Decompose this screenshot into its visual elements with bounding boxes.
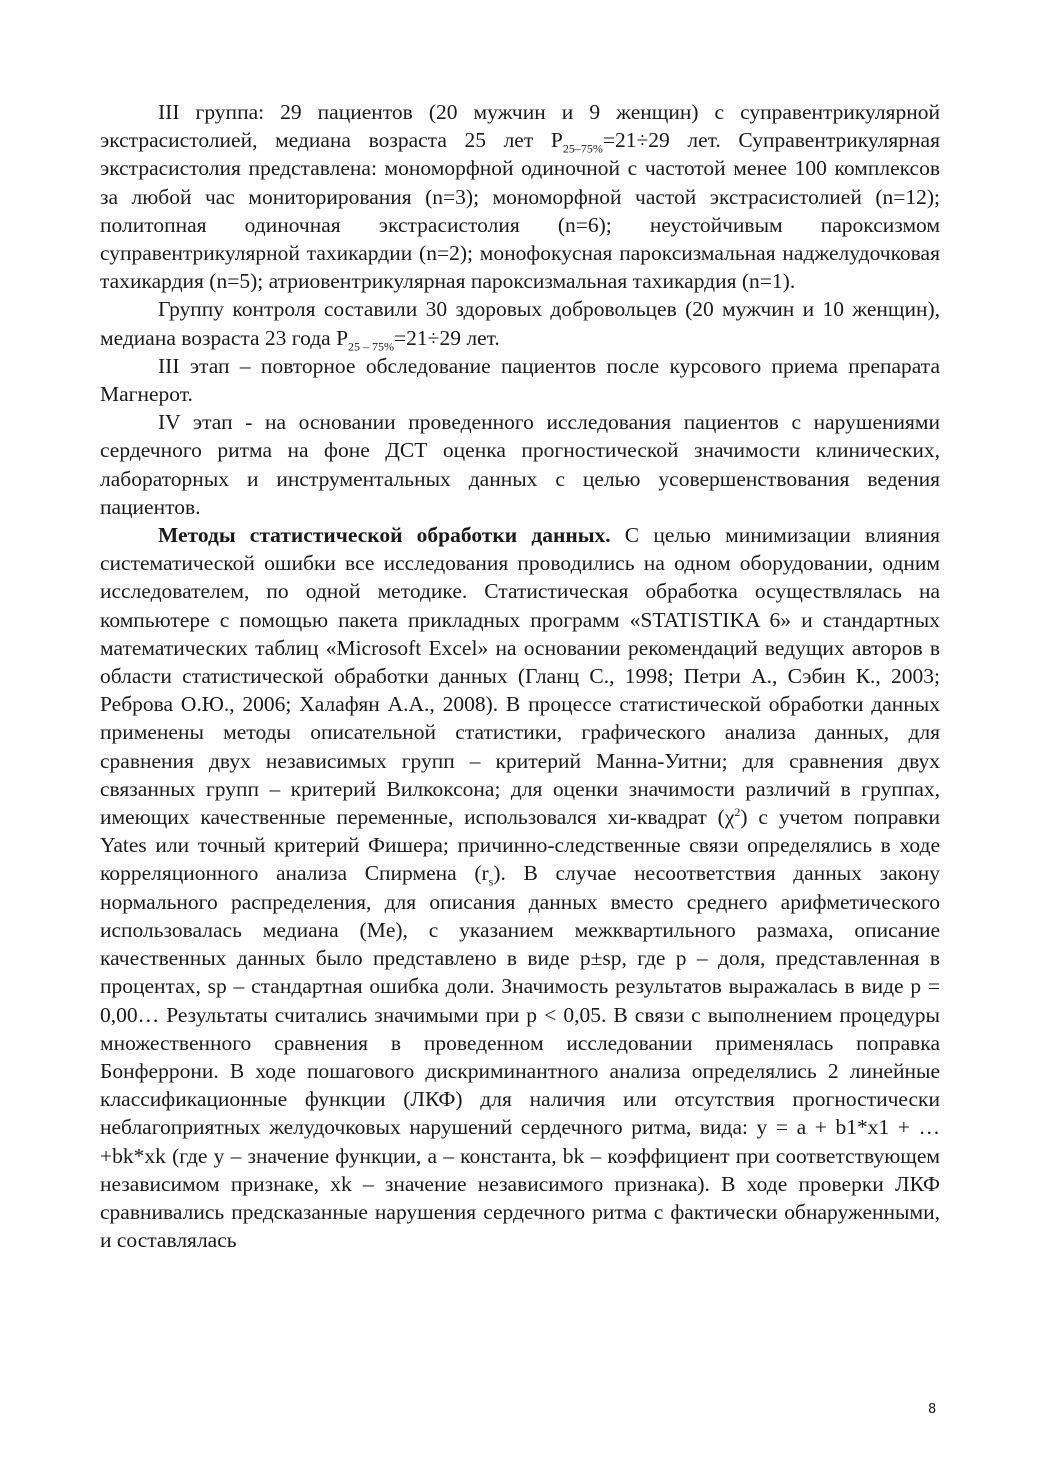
paragraph-group-3 — [100, 98, 940, 295]
text: ). В случае несоответствия данных закону нормального распределения, для описания данных вместо среднего арифметического использовалась медиана (Me), с указанием межквартильного размаха, описание качественных данных было представлено в виде p±sp, где p – доля, представленная в процентах, sp – стандартная ошибка доли. Значимость результатов выражалась в виде p = 0,00… Результаты считались значимыми при p < 0,05. В связи с выполнением процедуры множественного сравнения в проведенном исследовании применялась поправка Бонферрони. В ходе пошагового дискриминантного анализа определялись 2 линейные классификационные функции (ЛКФ) для наличия или отсутствия прогностически неблагоприятных желудочковых нарушений сердечного ритма, вида: y = a + b1*x1 + … +bk*xk (где y – значение функции, a – константа, bk – коэффициент при соответствующем независимом признаке, xk – значение независимого признака). В ходе проверки ЛКФ сравнивались предсказанные нарушения сердечного ритма с фактически обнаруженными, и составлялась — [100, 861, 940, 1253]
paragraph-stage-3: III этап – повторное обследование пациентов после курсового приема препарата Магнерот. — [100, 353, 940, 407]
section-heading: Методы статистической обработки данных. — [158, 523, 611, 548]
paragraph-control-group — [100, 295, 940, 351]
text: III группа: 29 пациентов (20 мужчин и 9 женщин) с суправентрикулярной экстрасистолией, медиана возраста 25 лет P — [100, 100, 940, 153]
document-page — [100, 98, 940, 1254]
page-number: 8 — [928, 1402, 937, 1417]
text: =21÷29 лет. Суправентрикулярная экстрасистолия представлена: мономорфной одиночной с частотой менее 100 комплексов за любой час мониторирования (n=3); мономорфной частой экстрасистолией (n=12); политопная одиночная экстрасистолия (n=6); неустойчивым пароксизмом суправентрикулярной тахикардии (n=2); монофокусная пароксизмальная наджелудочковая тахикардия (n=5); атриовентрикулярная пароксизмальная тахикардия (n=1). — [100, 128, 940, 294]
text: С целью минимизации влияния систематической ошибки все исследования проводились на одном оборудовании, одним исследователем, по одной методике. Статистическая обработка осуществлялась на компьютере с помощью пакета прикладных программ «STATISTIKA 6» и стандартных математических таблиц «Microsoft Excel» на основании рекомендаций ведущих авторов в области статистической обработки данных (Гланц С., 1998; Петри А., Сэбин К., 2003; Реброва О.Ю., 2006; Халафян А.А., 2008). В процессе статистической обработки данных применены методы описательной статистики, графического анализа данных, для сравнения двух независимых групп – критерий Манна-Уитни; для сравнения двух связанных групп – критерий Вилкоксона; для оценки значимости различий в группах, имеющих качественные переменные, использовался хи-квадрат (χ — [100, 523, 940, 830]
paragraph-stage-4: IV этап - на основании проведенного исследования пациентов с нарушениями сердечного ритма на фоне ДСТ оценка прогностической значимости клинических, лабораторных и инструментальных данных с целью усовершенствования ведения пациентов. — [100, 410, 940, 519]
text: ) с учетом поправки Yates или точный критерий Фишера; причинно-следственные связи определялись в ходе корреляционного анализа Спирмена (r — [100, 805, 940, 886]
paragraph-statistics — [100, 521, 940, 1254]
subscript: s — [488, 874, 494, 889]
text: Группу контроля составили 30 здоровых добровольцев (20 мужчин и 10 женщин), медиана возраста 23 года P — [100, 297, 940, 350]
text: =21÷29 лет. — [394, 325, 500, 350]
subscript: 25 – 75% — [348, 338, 395, 353]
superscript: 2 — [734, 804, 741, 819]
subscript: 25–75% — [562, 141, 603, 156]
